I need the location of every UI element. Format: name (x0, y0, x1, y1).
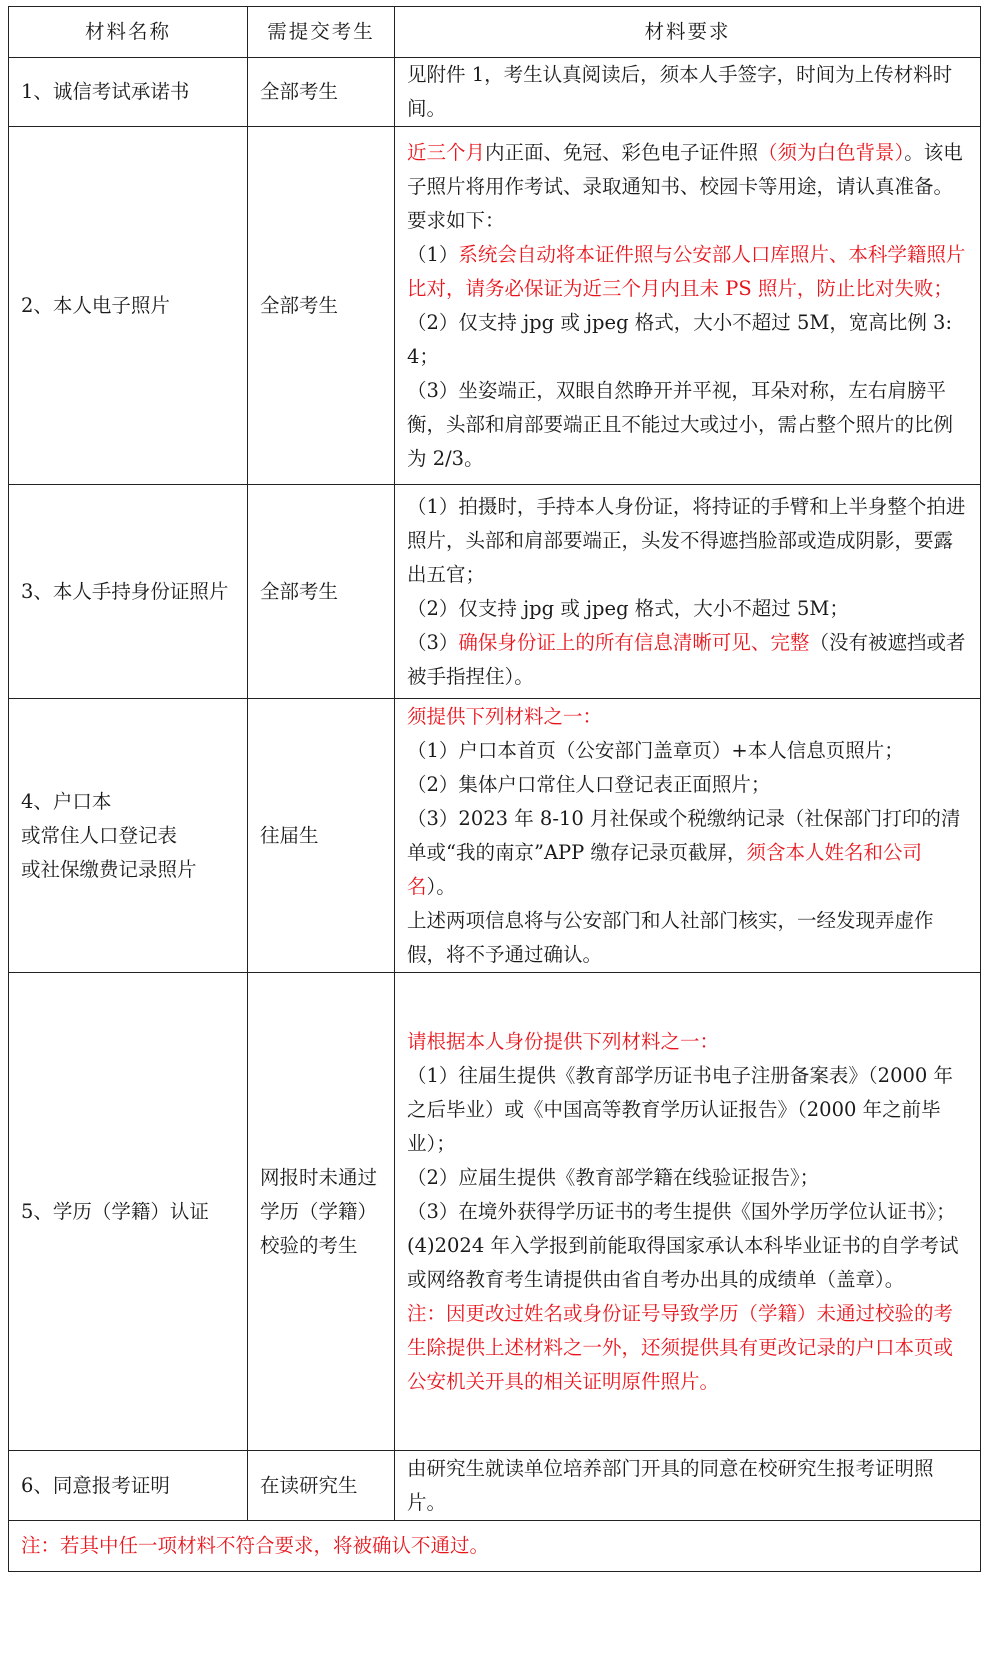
req-segment: （1）拍摄时，手持本人身份证，将持证的手臂和上半身整个拍进照片，头部和肩部要端正，头发不得遮挡脸部或造成阴影，要露出五官； (407, 494, 966, 586)
req-segment-highlight: 须提供下列材料之一： (407, 704, 603, 728)
material-name: 2、本人电子照片 (9, 127, 248, 485)
table-row (9, 699, 981, 973)
requirement-text (395, 58, 981, 127)
req-segment: （没有被遮挡或者被手指捏住）。 (407, 630, 966, 688)
table-row (9, 58, 981, 127)
req-segment: 由研究生就读单位培养部门开具的同意在校研究生报考证明照片。 (407, 1456, 934, 1514)
req-paragraph (407, 1161, 968, 1195)
req-segment: （3）坐姿端正，双眼自然睁开并平视，耳朵对称，左右肩膀平衡，头部和肩部要端正且不能过大或过小，需占整个照片的比例为 2/3。 (407, 378, 954, 470)
req-segment-highlight: （须为白色背景） (758, 140, 905, 164)
applicant-group: 全部考生 (248, 127, 395, 485)
req-paragraph (407, 626, 968, 694)
req-segment: （3） (407, 630, 459, 654)
requirement-text (395, 699, 981, 973)
req-segment-highlight: 确保身份证上的所有信息清晰可见、完整 (458, 630, 810, 654)
req-paragraph (407, 802, 968, 904)
materials-requirements-table (8, 6, 981, 1572)
req-paragraph (407, 734, 968, 768)
req-segment: （2）应届生提供《教育部学籍在线验证报告》； (407, 1165, 820, 1189)
req-paragraph (407, 374, 968, 476)
material-name-line: 4、户口本 (21, 789, 112, 813)
req-segment: 内正面、免冠、彩色电子证件照 (485, 140, 759, 164)
requirement-text (395, 1451, 981, 1521)
material-name: 3、本人手持身份证照片 (9, 485, 248, 699)
footer-note-row (9, 1521, 981, 1572)
applicant-group: 往届生 (248, 699, 395, 973)
table-header-row (9, 7, 981, 58)
req-paragraph (407, 306, 968, 374)
material-name: 1、诚信考试承诺书 (9, 58, 248, 127)
req-paragraph (407, 1025, 968, 1059)
req-paragraph (407, 490, 968, 592)
table-row (9, 127, 981, 485)
table-row (9, 485, 981, 699)
req-paragraph (407, 1452, 968, 1520)
footer-note: 注：若其中任一项材料不符合要求，将被确认不通过。 (9, 1521, 981, 1572)
req-segment-highlight: 系统会自动将本证件照与公安部人口库照片、本科学籍照片比对，请务必保证为近三个月内且未 PS 照片，防止比对失败； (407, 242, 966, 300)
applicant-group: 全部考生 (248, 58, 395, 127)
table-row (9, 973, 981, 1451)
applicant-group: 网报时未通过学历（学籍）校验的考生 (248, 973, 395, 1451)
req-segment: （3）在境外获得学历证书的考生提供《国外学历学位认证书》； (407, 1199, 956, 1223)
material-name: 5、学历（学籍）认证 (9, 973, 248, 1451)
req-segment: 见附件 1，考生认真阅读后，须本人手签字，时间为上传材料时间。 (407, 63, 953, 120)
req-segment: （2）集体户口常住人口登记表正面照片； (407, 772, 771, 796)
requirement-text (395, 973, 981, 1451)
req-segment-highlight: 请根据本人身份提供下列材料之一： (407, 1029, 720, 1053)
req-paragraph (407, 1059, 968, 1161)
req-paragraph (407, 904, 968, 972)
header-material-name: 材料名称 (9, 7, 248, 58)
req-paragraph (407, 238, 968, 306)
req-segment: （2）仅支持 jpg 或 jpeg 格式，大小不超过 5M，宽高比例 3:4； (407, 310, 953, 368)
req-segment: 。该电子照片将用作考试、录取通知书、校园卡等用途，请认真准备。要求如下： (407, 140, 963, 232)
req-segment-highlight: 须含本人姓名和公司名 (407, 840, 922, 898)
req-paragraph (407, 768, 968, 802)
req-segment: （1）户口本首页（公安部门盖章页）+本人信息页照片； (407, 738, 904, 762)
req-segment: ）。 (426, 874, 456, 898)
req-paragraph (407, 58, 968, 126)
req-segment-highlight: 注：因更改过姓名或身份证号导致学历（学籍）未通过校验的考生除提供上述材料之一外，还须提供具有更改记录的户口本页或公安机关开具的相关证明原件照片。 (407, 1301, 954, 1393)
req-paragraph (407, 592, 968, 626)
material-name (9, 699, 248, 973)
applicant-group: 全部考生 (248, 485, 395, 699)
material-name: 6、同意报考证明 (9, 1451, 248, 1521)
req-segment: （1）往届生提供《教育部学历证书电子注册备案表》（2000 年之后毕业）或《中国高等教育学历认证报告》（2000 年之前毕业）； (407, 1063, 953, 1155)
req-paragraph (407, 700, 968, 734)
req-segment: （2）仅支持 jpg 或 jpeg 格式，大小不超过 5M； (407, 596, 849, 620)
table-row (9, 1451, 981, 1521)
req-segment: （1） (407, 242, 459, 266)
req-segment: 上述两项信息将与公安部门和人社部门核实，一经发现弄虚作假，将不予通过确认。 (407, 908, 934, 966)
requirement-text (395, 127, 981, 485)
req-paragraph (407, 136, 968, 238)
material-name-line: 或社保缴费记录照片 (21, 857, 197, 881)
req-paragraph (407, 1297, 968, 1399)
header-applicants: 需提交考生 (248, 7, 395, 58)
req-paragraph (407, 1195, 968, 1229)
applicant-group: 在读研究生 (248, 1451, 395, 1521)
req-segment-highlight: 近三个月 (407, 140, 486, 164)
header-requirements: 材料要求 (395, 7, 981, 58)
req-paragraph (407, 1229, 968, 1297)
requirement-text (395, 485, 981, 699)
req-segment: （3）2023 年 8-10 月社保或个税缴纳记录（社保部门打印的清单或“我的南京”APP 缴存记录页截屏， (407, 806, 961, 864)
material-name-line: 或常住人口登记表 (21, 823, 178, 847)
req-segment: (4)2024 年入学报到前能取得国家承认本科毕业证书的自学考试或网络教育考生请提供由省自考办出具的成绩单（盖章）。 (407, 1233, 959, 1291)
